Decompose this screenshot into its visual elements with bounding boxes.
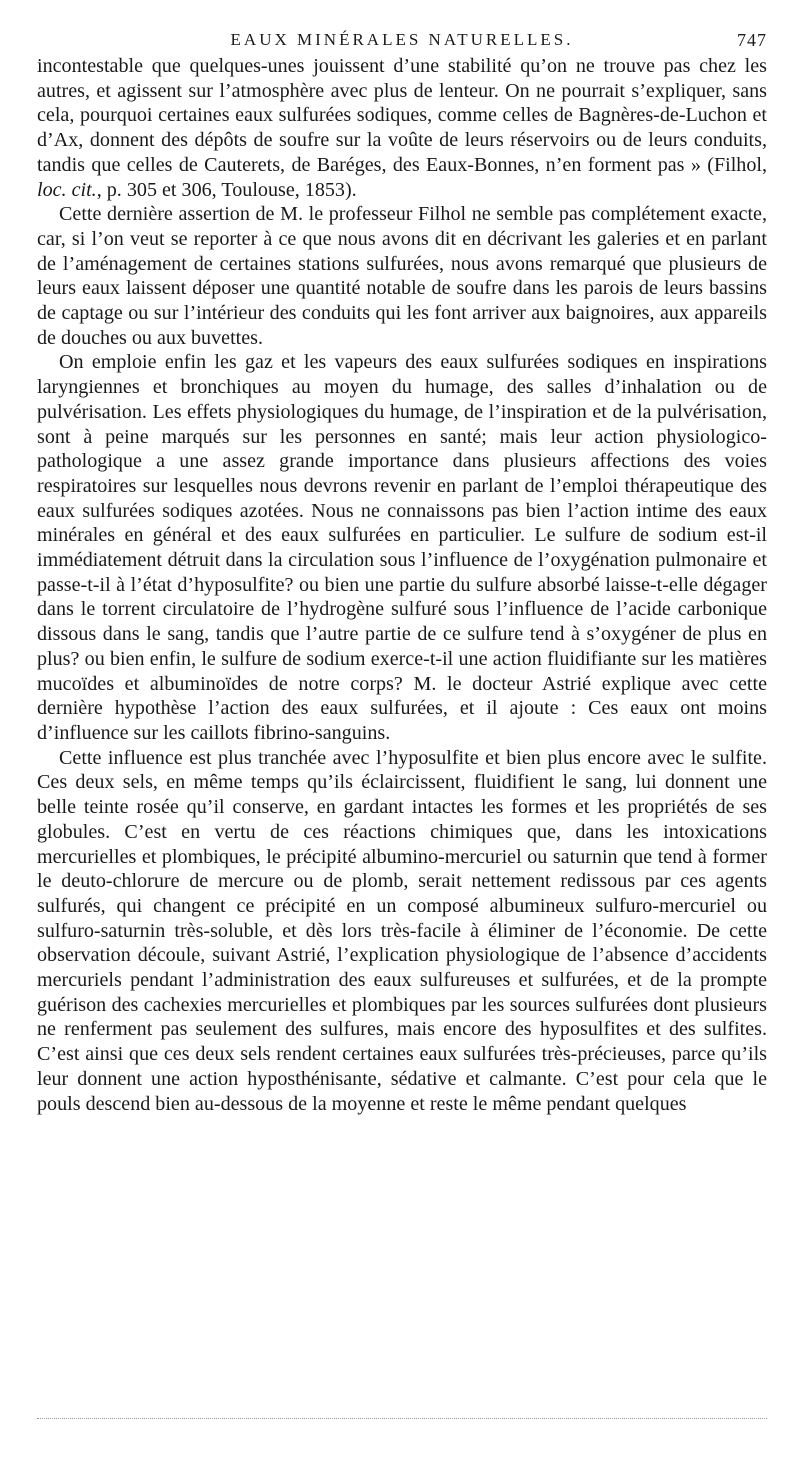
paragraph-3 xyxy=(37,350,767,745)
text-run: Cette influence est plus tranchée avec l’hyposulfite et bien plus encore avec le sulfite. Ces deux sels, en même temps qu’ils éclaircissent, fluidifient le sang, lui donnent une belle teinte rosée qu’il conserve, en gardant intactes les formes et les propriétés de ses globules. C’est en vertu de ces réactions chimiques que, dans les intoxications mercurielles et plombiques, le précipité albumino-mercuriel ou saturnin que tend à former le deuto-chlorure de mercure ou de plomb, serait nettement redissous par ces agents sulfurés, qui changent ce précipité en un composé albumineux sulfuro-mercuriel ou sulfuro-saturnin très-soluble, et dès lors très-facile à éliminer de l’économie. De cette observation découle, suivant Astrié, l’explication physiologique de l’absence d’accidents mercuriels pendant l’administration des eaux sulfureuses et sulfurées, et de la prompte guérison des cachexies mercurielles et plombiques par les sources sulfurées dont plusieurs ne renferment pas seulement des sulfures, mais encore des hyposulfites et des sulfites. C’est ainsi que ces deux sels rendent certaines eaux sulfurées très-précieuses, parce qu’ils leur donnent une action hyposthénisante, sédative et calmante. C’est pour cela que le pouls descend bien au-dessous de la moyenne et reste le même pendant quelques xyxy=(37,746,767,1115)
text-run: Cette dernière assertion de M. le professeur Filhol ne semble pas complétement exacte, car, si l’on veut se reporter à ce que nous avons dit en décrivant les galeries et en parlant de l’aménagement de certaines stations sulfurées, nous avons remarqué que plusieurs de leurs eaux laissent déposer une quantité notable de soufre dans les parois de leurs bassins de captage ou sur l’intérieur des conduits qui les font arriver aux baignoires, aux appareils de douches ou aux buvettes. xyxy=(37,203,767,349)
text-run: incontestable que quelques-unes jouissent d’une stabilité qu’on ne trouve pas chez les autres, et agissent sur l’atmosphère avec plus de lenteur. On ne pourrait s’expliquer, sans cela, pourquoi certaines eaux sulfurées sodiques, comme celles de Bagnères-de-Luchon et d’Ax, donnent des dépôts de soufre sur la voûte de leurs réservoirs ou de leurs conduits, tandis que celles de Cauterets, de Baréges, des Eaux-Bonnes, n’en forment pas » (Filhol, xyxy=(37,55,767,176)
paragraph-2 xyxy=(37,202,767,350)
footer-rule xyxy=(37,1418,767,1419)
body-text xyxy=(37,54,767,1116)
text-run: , p. 305 et 306, Toulouse, 1853). xyxy=(96,178,357,201)
paragraph-1 xyxy=(37,54,767,202)
page-number: 747 xyxy=(737,30,767,50)
running-head xyxy=(37,24,767,54)
citation-italic: loc. cit. xyxy=(37,178,97,201)
page xyxy=(37,24,767,1116)
running-title: EAUX MINÉRALES NATURELLES. xyxy=(230,30,574,49)
paragraph-4 xyxy=(37,746,767,1117)
text-run: On emploie enfin les gaz et les vapeurs des eaux sulfurées sodiques en inspirations laryngiennes et bronchiques au moyen du humage, des salles d’inhalation ou de pulvérisation. Les effets physiologiques du humage, de l’inspiration et de la pulvérisation, sont à peine marqués sur les personnes en santé; mais leur action physiologico-pathologique a une assez grande importance dans plusieurs affections des voies respiratoires sur lesquelles nous devrons revenir en parlant de l’emploi thérapeutique des eaux sulfurées sodiques azotées. Nous ne connaissons pas bien l’action intime des eaux minérales en général et des eaux sulfurées en particulier. Le sulfure de sodium est-il immédiatement détruit dans la circulation sous l’influence de l’oxygénation pulmonaire et passe-t-il à l’état d’hyposulfite? ou bien une partie du sulfure absorbé laisse-t-elle dégager dans le torrent circulatoire de l’hydrogène sulfuré sous l’influence de l’acide carbonique dissous dans le sang, tandis que l’autre partie de ce sulfure tend à s’oxygéner de plus en plus? ou bien enfin, le sulfure de sodium exerce-t-il une action fluidifiante sur les matières mucoïdes et albuminoïdes de notre corps? M. le docteur Astrié explique avec cette dernière hypothèse l’action des eaux sulfurées, et il ajoute : Ces eaux ont moins d’influence sur les caillots fibrino-sanguins. xyxy=(37,351,767,744)
